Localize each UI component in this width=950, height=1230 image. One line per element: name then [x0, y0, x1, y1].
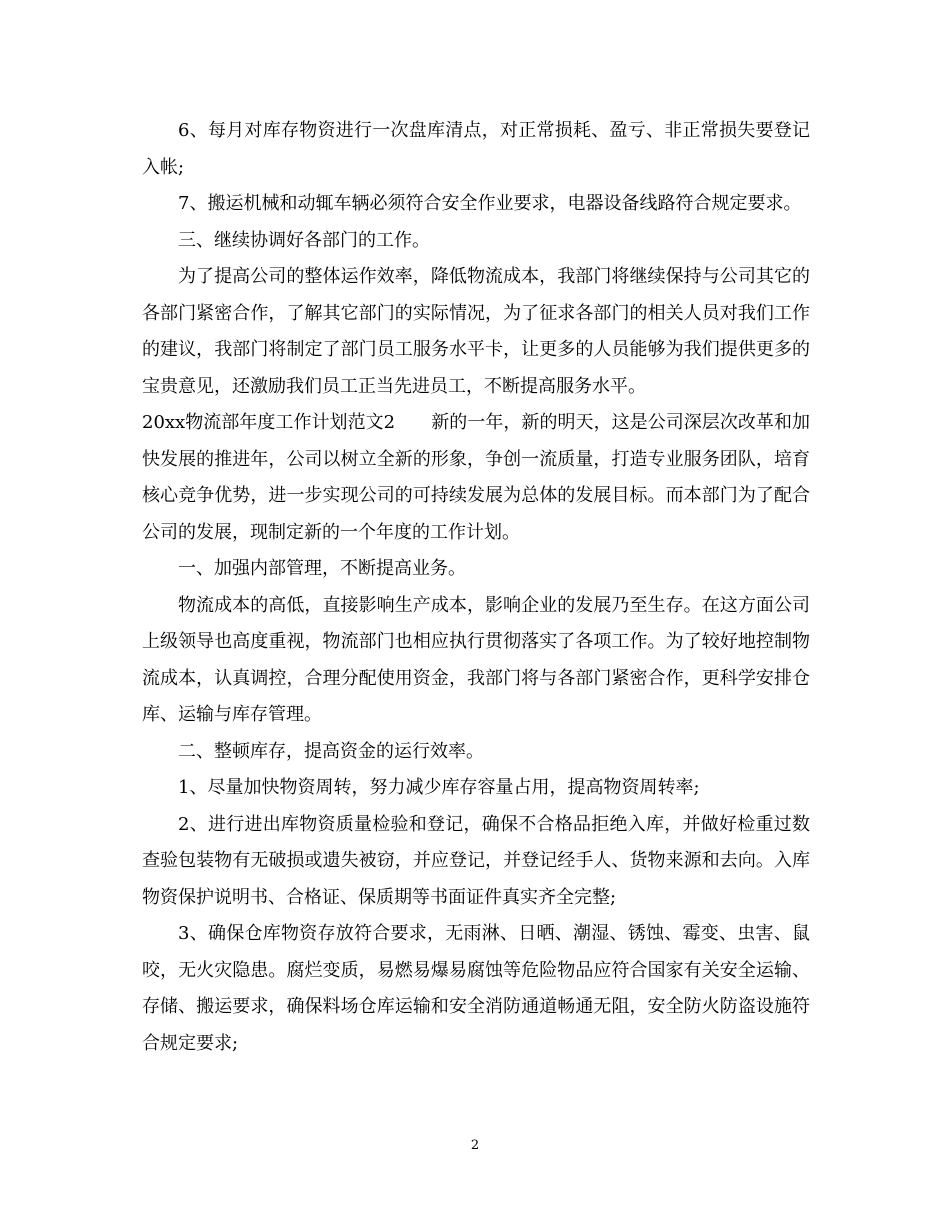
paragraph-item-6: 6、每月对库存物资进行一次盘库清点，对正常损耗、盈亏、非正常损失要登记入帐;	[142, 120, 810, 178]
paragraph-item-7: 7、搬运机械和动辄车辆必须符合安全作业要求，电器设备线路符合规定要求。	[178, 193, 802, 214]
section-heading-2: 二、整顿库存，提高资金的运行效率。	[178, 740, 484, 762]
paragraph-item-3: 3、确保仓库物资存放符合要求，无雨淋、日晒、潮湿、锈蚀、霉变、虫害、鼠咬，无火灾隐患。腐烂变质，易燃易爆易腐蚀等危险物品应符合国家有关安全运输、存储、搬运要求，确保料场仓库运输和安全消防通道畅通无阻，安全防火防盗设施符合规定要求;	[142, 923, 810, 1054]
document-body	[142, 113, 810, 1062]
paragraph-item-1: 1、尽量加快物资周转，努力减少库存容量占用，提高物资周转率;	[178, 777, 700, 798]
paragraph-logistics-cost: 物流成本的高低，直接影响生产成本，影响企业的发展乃至生存。在这方面公司上级领导也高度重视，物流部门也相应执行贯彻落实了各项工作。为了较好地控制物流成本，认真调控，合理分配使用资金，我部门将与各部门紧密合作，更科学安排仓库、运输与库存管理。	[142, 594, 810, 725]
paragraph-plan-title: 20xx物流部年度工作计划范文2 新的一年，新的明天，这是公司深层次改革和加快发展的推进年，公司以树立全新的形象，争创一流质量，打造专业服务团队，培育核心竞争优势，进一步实现公司的可持续发展为总体的发展目标。而本部门为了配合公司的发展，现制定新的一个年度的工作计划。	[142, 412, 810, 543]
page-number: 2	[470, 1138, 480, 1153]
section-heading-1: 一、加强内部管理，不断提高业务。	[178, 558, 466, 579]
paragraph-item-2: 2、进行进出库物资质量检验和登记，确保不合格品拒绝入库，并做好检重过数查验包装物有无破损或遗失被窃，并应登记，并登记经手人、货物来源和去向。入库物资保护说明书、合格证、保质期等书面证件真实齐全完整;	[142, 813, 810, 908]
section-heading-3: 三、继续协调好各部门的工作。	[178, 229, 430, 251]
paragraph-cooperation: 为了提高公司的整体运作效率，降低物流成本，我部门将继续保持与公司其它的各部门紧密合作，了解其它部门的实际情况，为了征求各部门的相关人员对我们工作的建议，我部门将制定了部门员工服务水平卡，让更多的人员能够为我们提供更多的宝贵意见，还激励我们员工正当先进员工，不断提高服务水平。	[142, 266, 810, 397]
